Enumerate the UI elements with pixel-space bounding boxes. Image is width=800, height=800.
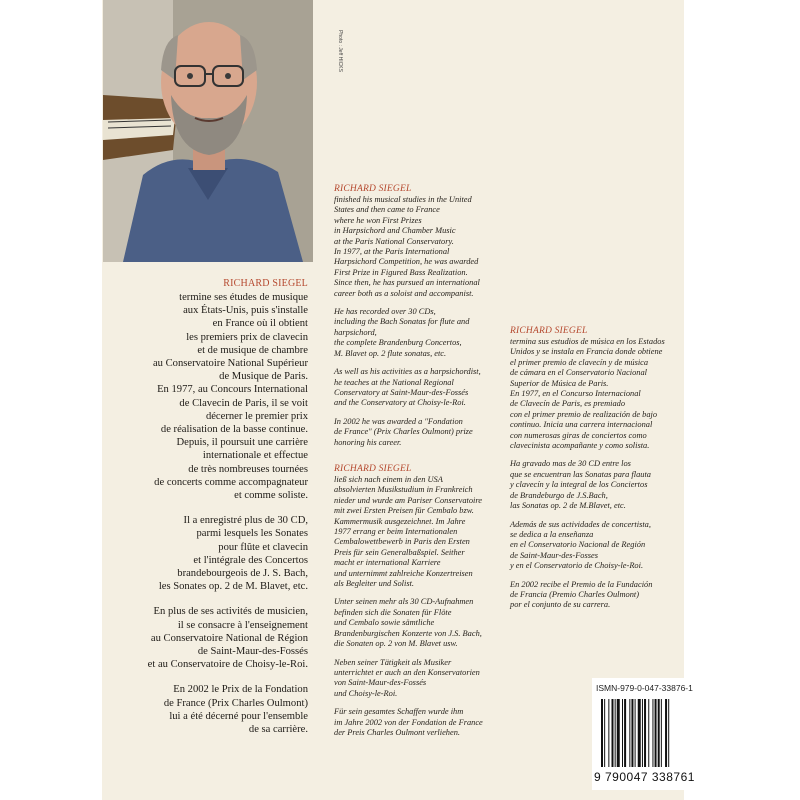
- barcode-bar: [648, 699, 649, 767]
- barcode-bar: [624, 699, 626, 767]
- german-biography: [334, 464, 510, 746]
- english-paragraph-1: finished his musical studies in the United States and then came to France where he won First Prizes in Harpsichord and Chamber Music at the Paris National Conservatory. In 1977, at the Paris International Harpsichord Competition, he was awarded First Prize in Figured Bass Realization. Since then, he has pursued an international career both as a soloist and accompanist.: [334, 195, 480, 298]
- german-heading: RICHARD SIEGEL: [334, 464, 412, 474]
- barcode-digits: 9 790047 338761: [594, 770, 695, 784]
- barcode-bar: [652, 699, 653, 767]
- barcode-bar: [604, 699, 605, 767]
- english-paragraph-4: In 2002 he was awarded a "Fondation de France" (Prix Charles Oulmont) prize honoring his career.: [334, 416, 473, 447]
- barcode-bar: [622, 699, 623, 767]
- spanish-paragraph-2: Ha gravado mas de 30 CD entre los que se encuentran las Sonatas para flauta y clavecín y la integral de los Conciertos de Brandeburgo de J.S.Bach, las Sonatas op. 2 de M.Blavet, etc.: [510, 459, 651, 511]
- barcode-bar: [608, 699, 609, 767]
- barcode-bar: [612, 699, 614, 767]
- barcode-bar: [644, 699, 646, 767]
- french-paragraph-3: En plus de ses activités de musicien, il se consacre à l'enseignement au Conservatoire National de Région de Saint-Maur-des-Fossés et au Conservatoire de Choisy-le-Roi.: [147, 606, 308, 671]
- spanish-paragraph-1: termina sus estudios de música en los Estados Unidos y se instala en Francia donde obtiene el primer premio de clavecín y de música de cámara en el Conservatorio Nacional Superior de Música de Paris. En 1977, en el Concurso Internacional de Clavecín de Paris, es premiado con el primer premio de realización de bajo continuo. Inicia una carrera internacional con numerosas giras de conciertos como clavecinista acompañante y como solista.: [510, 337, 665, 451]
- german-paragraph-3: Neben seiner Tätigkeit als Musiker unterrichtet er auch an den Konservatorien von Saint-Maur-des-Fossés und Choisy-le-Roi.: [334, 657, 480, 698]
- barcode-bar: [601, 699, 603, 767]
- ismn-label: ISMN-979-0-047-33876-1: [596, 683, 693, 693]
- barcode-bar: [629, 699, 630, 767]
- english-heading: RICHARD SIEGEL: [334, 184, 412, 194]
- german-paragraph-1: ließ sich nach einem in den USA absolvierten Musikstudium in Frankreich nieder und wurde am Pariser Conservatoire mit zwei Ersten Preisen für Cembalo bzw. Kammermusik ausgezeichnet. Im Jahre 1977 errang er beim Internationalen Cembalowettbewerb in Paris den Ersten Preis für sein Generalbaßspiel. Seither macht er international Karriere und unternimmt zahlreiche Konzertreisen als Begleiter und Solist.: [334, 475, 483, 589]
- german-paragraph-4: Für sein gesamtes Schaffen wurde ihm im Jahre 2002 von der Fondation de France der Preis Charles Oulmont verliehen.: [334, 707, 483, 737]
- portrait-illustration: [103, 0, 313, 262]
- french-heading: RICHARD SIEGEL: [223, 278, 308, 289]
- barcode-bar: [617, 699, 620, 767]
- german-paragraph-2: Unter seinen mehr als 30 CD-Aufnahmen befinden sich die Sonaten für Flöte und Cembalo sowie sämtliche Brandenburgischen Konzerte von J.S. Bach, die Sonaten op. 2 von M. Blavet usw.: [334, 597, 482, 649]
- barcode-bar: [655, 699, 657, 767]
- english-paragraph-3: As well as his activities as a harpsichordist, he teaches at the National Regional Conservatory at Saint-Maur-des-Fossés and the Conservatory at Choisy-le-Roi.: [334, 367, 481, 408]
- barcode-bar: [615, 699, 616, 767]
- barcode-bar: [631, 699, 633, 767]
- barcode-bar: [658, 699, 660, 767]
- french-paragraph-2: Il a enregistré plus de 30 CD, parmi lesquels les Sonates pour flûte et clavecin et l'intégrale des Concertos brandebourgeois de J. S. Bach, les Sonates op. 2 de M. Blavet, etc.: [158, 515, 308, 593]
- portrait-photo: [103, 0, 344, 262]
- english-paragraph-2: He has recorded over 30 CDs, including the Bach Sonatas for flute and harpsichord, the complete Brandenburg Concertos, M. Blavet op. 2 flute sonatas, etc.: [334, 307, 470, 358]
- photo-credit: Photo : Jeff HICKS: [337, 30, 344, 72]
- barcode-bar: [668, 699, 669, 767]
- barcode-bar: [642, 699, 643, 767]
- french-paragraph-4: En 2002 le Prix de la Fondation de France (Prix Charles Oulmont) lui a été décerné pour l'ensemble de sa carrière.: [163, 684, 308, 736]
- barcode-graphic: [601, 699, 691, 769]
- french-biography: [112, 278, 308, 745]
- barcode-bar: [661, 699, 662, 767]
- barcode-bar: [665, 699, 667, 767]
- barcode-bar: [635, 699, 636, 767]
- spanish-biography: [510, 326, 682, 619]
- english-biography: [334, 184, 506, 456]
- barcode-bar: [638, 699, 641, 767]
- spanish-paragraph-3: Además de sus actividades de concertista, se dedica a la enseñanza en el Conservatorio Nacional de Región de Saint-Maur-des-Fosses y en el Conservatorio de Choisy-le-Roi.: [510, 519, 651, 571]
- spanish-paragraph-4: En 2002 recibe el Premio de la Fundación de Francia (Premio Charles Oulmont) por el conjunto de su carrera.: [510, 579, 653, 610]
- french-paragraph-1: termine ses études de musique aux États-Unis, puis s'installe en France où il obtient les premiers prix de clavecin et de musique de chambre au Conservatoire National Supérieur de Musique de Paris. En 1977, au Concours International de Clavecin de Paris, il se voit décerner le premier prix de réalisation de la basse continue. Depuis, il poursuit une carrière internationale et effectue de très nombreuses tournées de concerts comme accompagnateur et comme soliste.: [152, 292, 308, 502]
- spanish-heading: RICHARD SIEGEL: [510, 326, 588, 336]
